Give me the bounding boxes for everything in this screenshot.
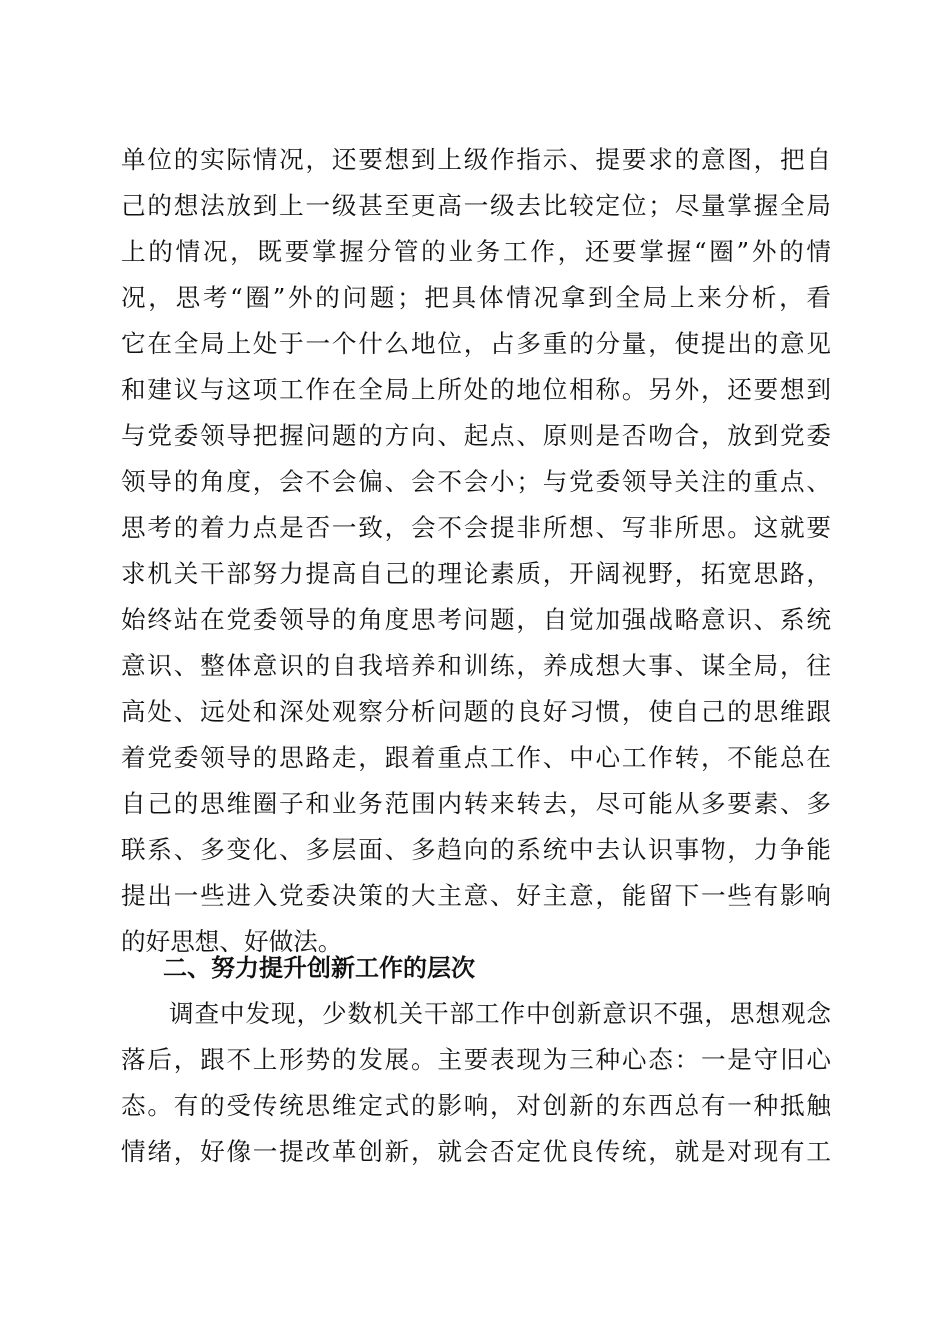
paragraph-line: 意识、整体意识的自我培养和训练，养成想大事、谋全局，往: [121, 651, 831, 680]
paragraph-line: 情绪，好像一提改革创新，就会否定优良传统，就是对现有工: [121, 1137, 831, 1166]
paragraph-line: 单位的实际情况，还要想到上级作指示、提要求的意图，把自: [121, 145, 831, 174]
paragraph-line: 落后，跟不上形势的发展。主要表现为三种心态：一是守旧心: [121, 1045, 831, 1074]
paragraph-line: 与党委领导把握问题的方向、起点、原则是否吻合，放到党委: [121, 421, 831, 450]
paragraph-line: 联系、多变化、多层面、多趋向的系统中去认识事物，力争能: [121, 835, 831, 864]
paragraph-line: 着党委领导的思路走，跟着重点工作、中心工作转，不能总在: [121, 743, 831, 772]
paragraph-line: 上的情况，既要掌握分管的业务工作，还要掌握“圈”外的情: [121, 237, 831, 266]
paragraph-line: 调查中发现，少数机关干部工作中创新意识不强，思想观念: [169, 999, 831, 1028]
paragraph-line: 的好思想、好做法。: [121, 927, 343, 956]
paragraph-line: 高处、远处和深处观察分析问题的良好习惯，使自己的思维跟: [121, 697, 831, 726]
paragraph-line: 况，思考“圈”外的问题；把具体情况拿到全局上来分析，看: [121, 283, 831, 312]
paragraph-line: 求机关干部努力提高自己的理论素质，开阔视野，拓宽思路，: [121, 559, 831, 588]
paragraph-line: 提出一些进入党委决策的大主意、好主意，能留下一些有影响: [121, 881, 831, 910]
section-heading: 二、努力提升创新工作的层次: [163, 954, 475, 982]
paragraph-line: 它在全局上处于一个什么地位，占多重的分量，使提出的意见: [121, 329, 831, 358]
paragraph-line: 领导的角度，会不会偏、会不会小；与党委领导关注的重点、: [121, 467, 831, 496]
paragraph-line: 己的想法放到上一级甚至更高一级去比较定位；尽量掌握全局: [121, 191, 831, 220]
paragraph-line: 思考的着力点是否一致，会不会提非所想、写非所思。这就要: [121, 513, 831, 542]
paragraph-line: 自己的思维圈子和业务范围内转来转去，尽可能从多要素、多: [121, 789, 831, 818]
paragraph-line: 始终站在党委领导的角度思考问题，自觉加强战略意识、系统: [121, 605, 831, 634]
paragraph-line: 态。有的受传统思维定式的影响，对创新的东西总有一种抵触: [121, 1091, 831, 1120]
paragraph-line: 和建议与这项工作在全局上所处的地位相称。另外，还要想到: [121, 375, 831, 404]
